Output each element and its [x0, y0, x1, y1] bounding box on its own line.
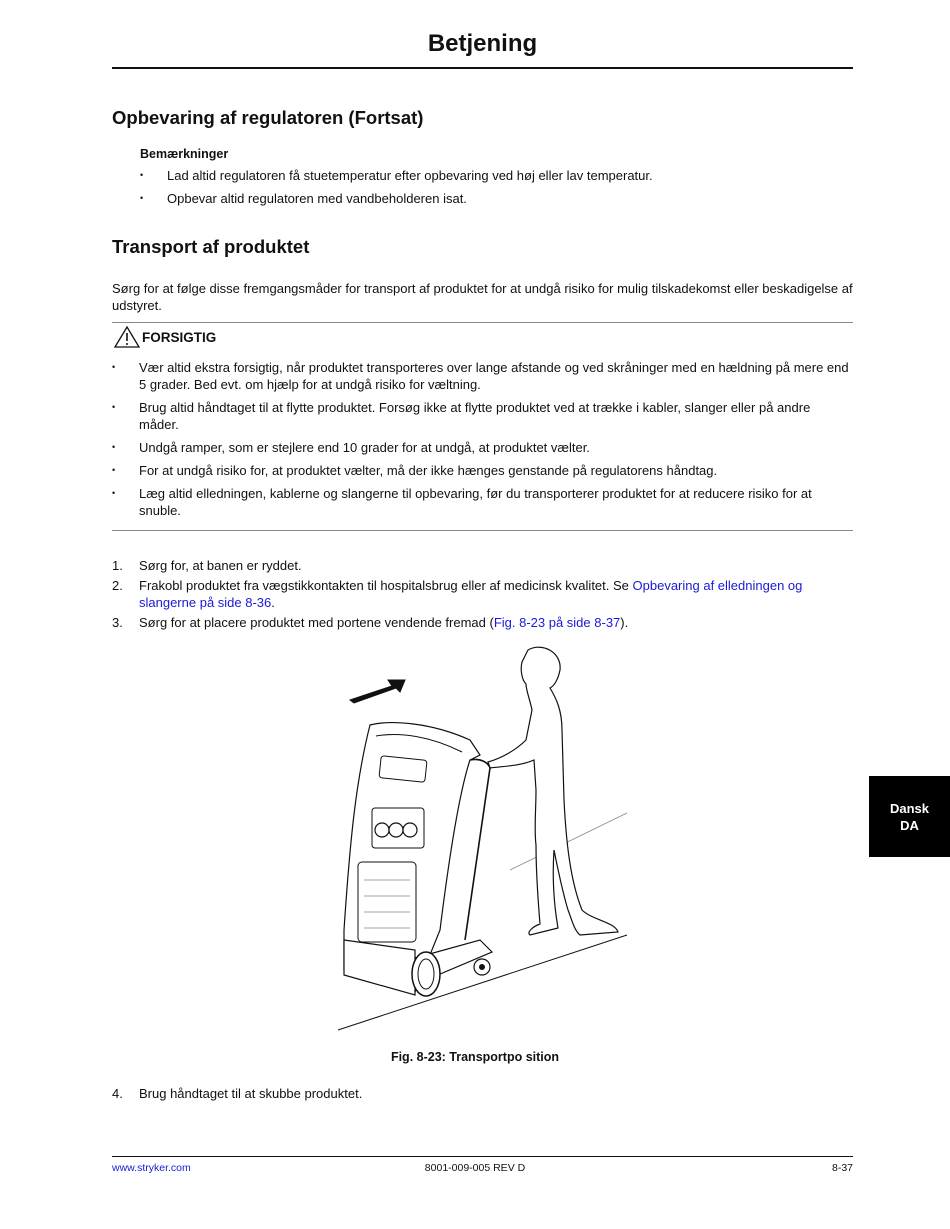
- person-silhouette: [488, 647, 618, 935]
- caution-item: • Vær altid ekstra forsigtig, når produktet transporteres over lange afstande og ved skråninger med en hældning på mere end 5 grader. Bed evt. om hjælp for at undgå risiko for væltning.: [112, 359, 853, 393]
- step-4: [112, 1085, 853, 1102]
- footer-divider: [112, 1156, 853, 1157]
- caution-divider-bottom: [112, 530, 853, 531]
- step-text: Sørg for at placere produktet med portene vendende fremad (: [139, 615, 494, 630]
- caution-item: • Brug altid håndtaget til at flytte produktet. Forsøg ikke at flytte produktet ved at trække i kabler, slanger eller på andre måder.: [112, 399, 853, 433]
- step-item: [112, 614, 853, 631]
- figure-caption: Fig. 8-23: Transportpo sition: [390, 1050, 560, 1064]
- step-text: Sørg for, at banen er ryddet.: [139, 558, 302, 573]
- notes-title: Bemærkninger: [140, 147, 229, 161]
- step-text: Brug håndtaget til at skubbe produktet.: [139, 1086, 363, 1101]
- note-item: • Lad altid regulatoren få stuetemperatur efter opbevaring ved høj eller lav temperatur.: [140, 167, 853, 184]
- language-tab: [869, 776, 950, 857]
- step-item: [112, 577, 853, 611]
- step-text-end: ).: [620, 615, 629, 630]
- language-code: DA: [900, 817, 919, 833]
- note-item: • Opbevar altid regulatoren med vandbeholderen isat.: [140, 190, 853, 207]
- caution-title: FORSIGTIG: [142, 329, 217, 345]
- footer-page-number: 8-37: [831, 1162, 853, 1174]
- warning-triangle-icon: [114, 326, 140, 348]
- steps-list: [112, 557, 853, 634]
- transport-intro: Sørg for at følge disse fremgangsmåder for transport af produktet for at undgå risiko for mulig tilskadekomst eller beskadigelse af udstyret.: [112, 281, 853, 313]
- footer-website-link[interactable]: www.stryker.com: [112, 1162, 191, 1174]
- step-number: 3.: [112, 615, 123, 630]
- transport-section-heading: Transport af produktet: [112, 236, 310, 257]
- header-divider: [112, 67, 853, 69]
- direction-arrow-icon: [350, 680, 405, 703]
- caution-list: [112, 359, 853, 525]
- step-text: Frakobl produktet fra vægstikkontakten til hospitalsbrug eller af medicinsk kvalitet. Se: [139, 578, 633, 593]
- notes-list: [140, 167, 853, 213]
- footer-document-id: 8001-009-005 REV D: [424, 1162, 526, 1174]
- step-number: 1.: [112, 558, 123, 573]
- caution-item: • For at undgå risiko for, at produktet vælter, må der ikke hænges genstande på regulatorens håndtag.: [112, 462, 853, 479]
- caution-divider-top: [112, 322, 853, 323]
- storage-section-heading: Opbevaring af regulatoren (Fortsat): [112, 107, 424, 128]
- caution-item: • Undgå ramper, som er stejlere end 10 grader for at undgå, at produktet vælter.: [112, 439, 853, 456]
- caution-header: [114, 326, 216, 348]
- step-text-end: .: [271, 595, 275, 610]
- language-name: Dansk: [889, 800, 930, 816]
- cord-storage-link[interactable]: Opbevaring af elledningen og slangerne på side 8-36: [139, 578, 803, 610]
- figure-link[interactable]: Fig. 8-23 på side 8-37: [493, 615, 621, 630]
- caution-item: • Læg altid elledningen, kablerne og slangerne til opbevaring, før du transporterer produktet for at reducere risiko for at snuble.: [112, 485, 853, 519]
- transport-position-illustration: [330, 640, 630, 1035]
- step-number: 4.: [112, 1086, 123, 1101]
- step-number: 2.: [112, 578, 123, 593]
- page-title: Betjening: [427, 30, 538, 57]
- step-item: [112, 557, 853, 574]
